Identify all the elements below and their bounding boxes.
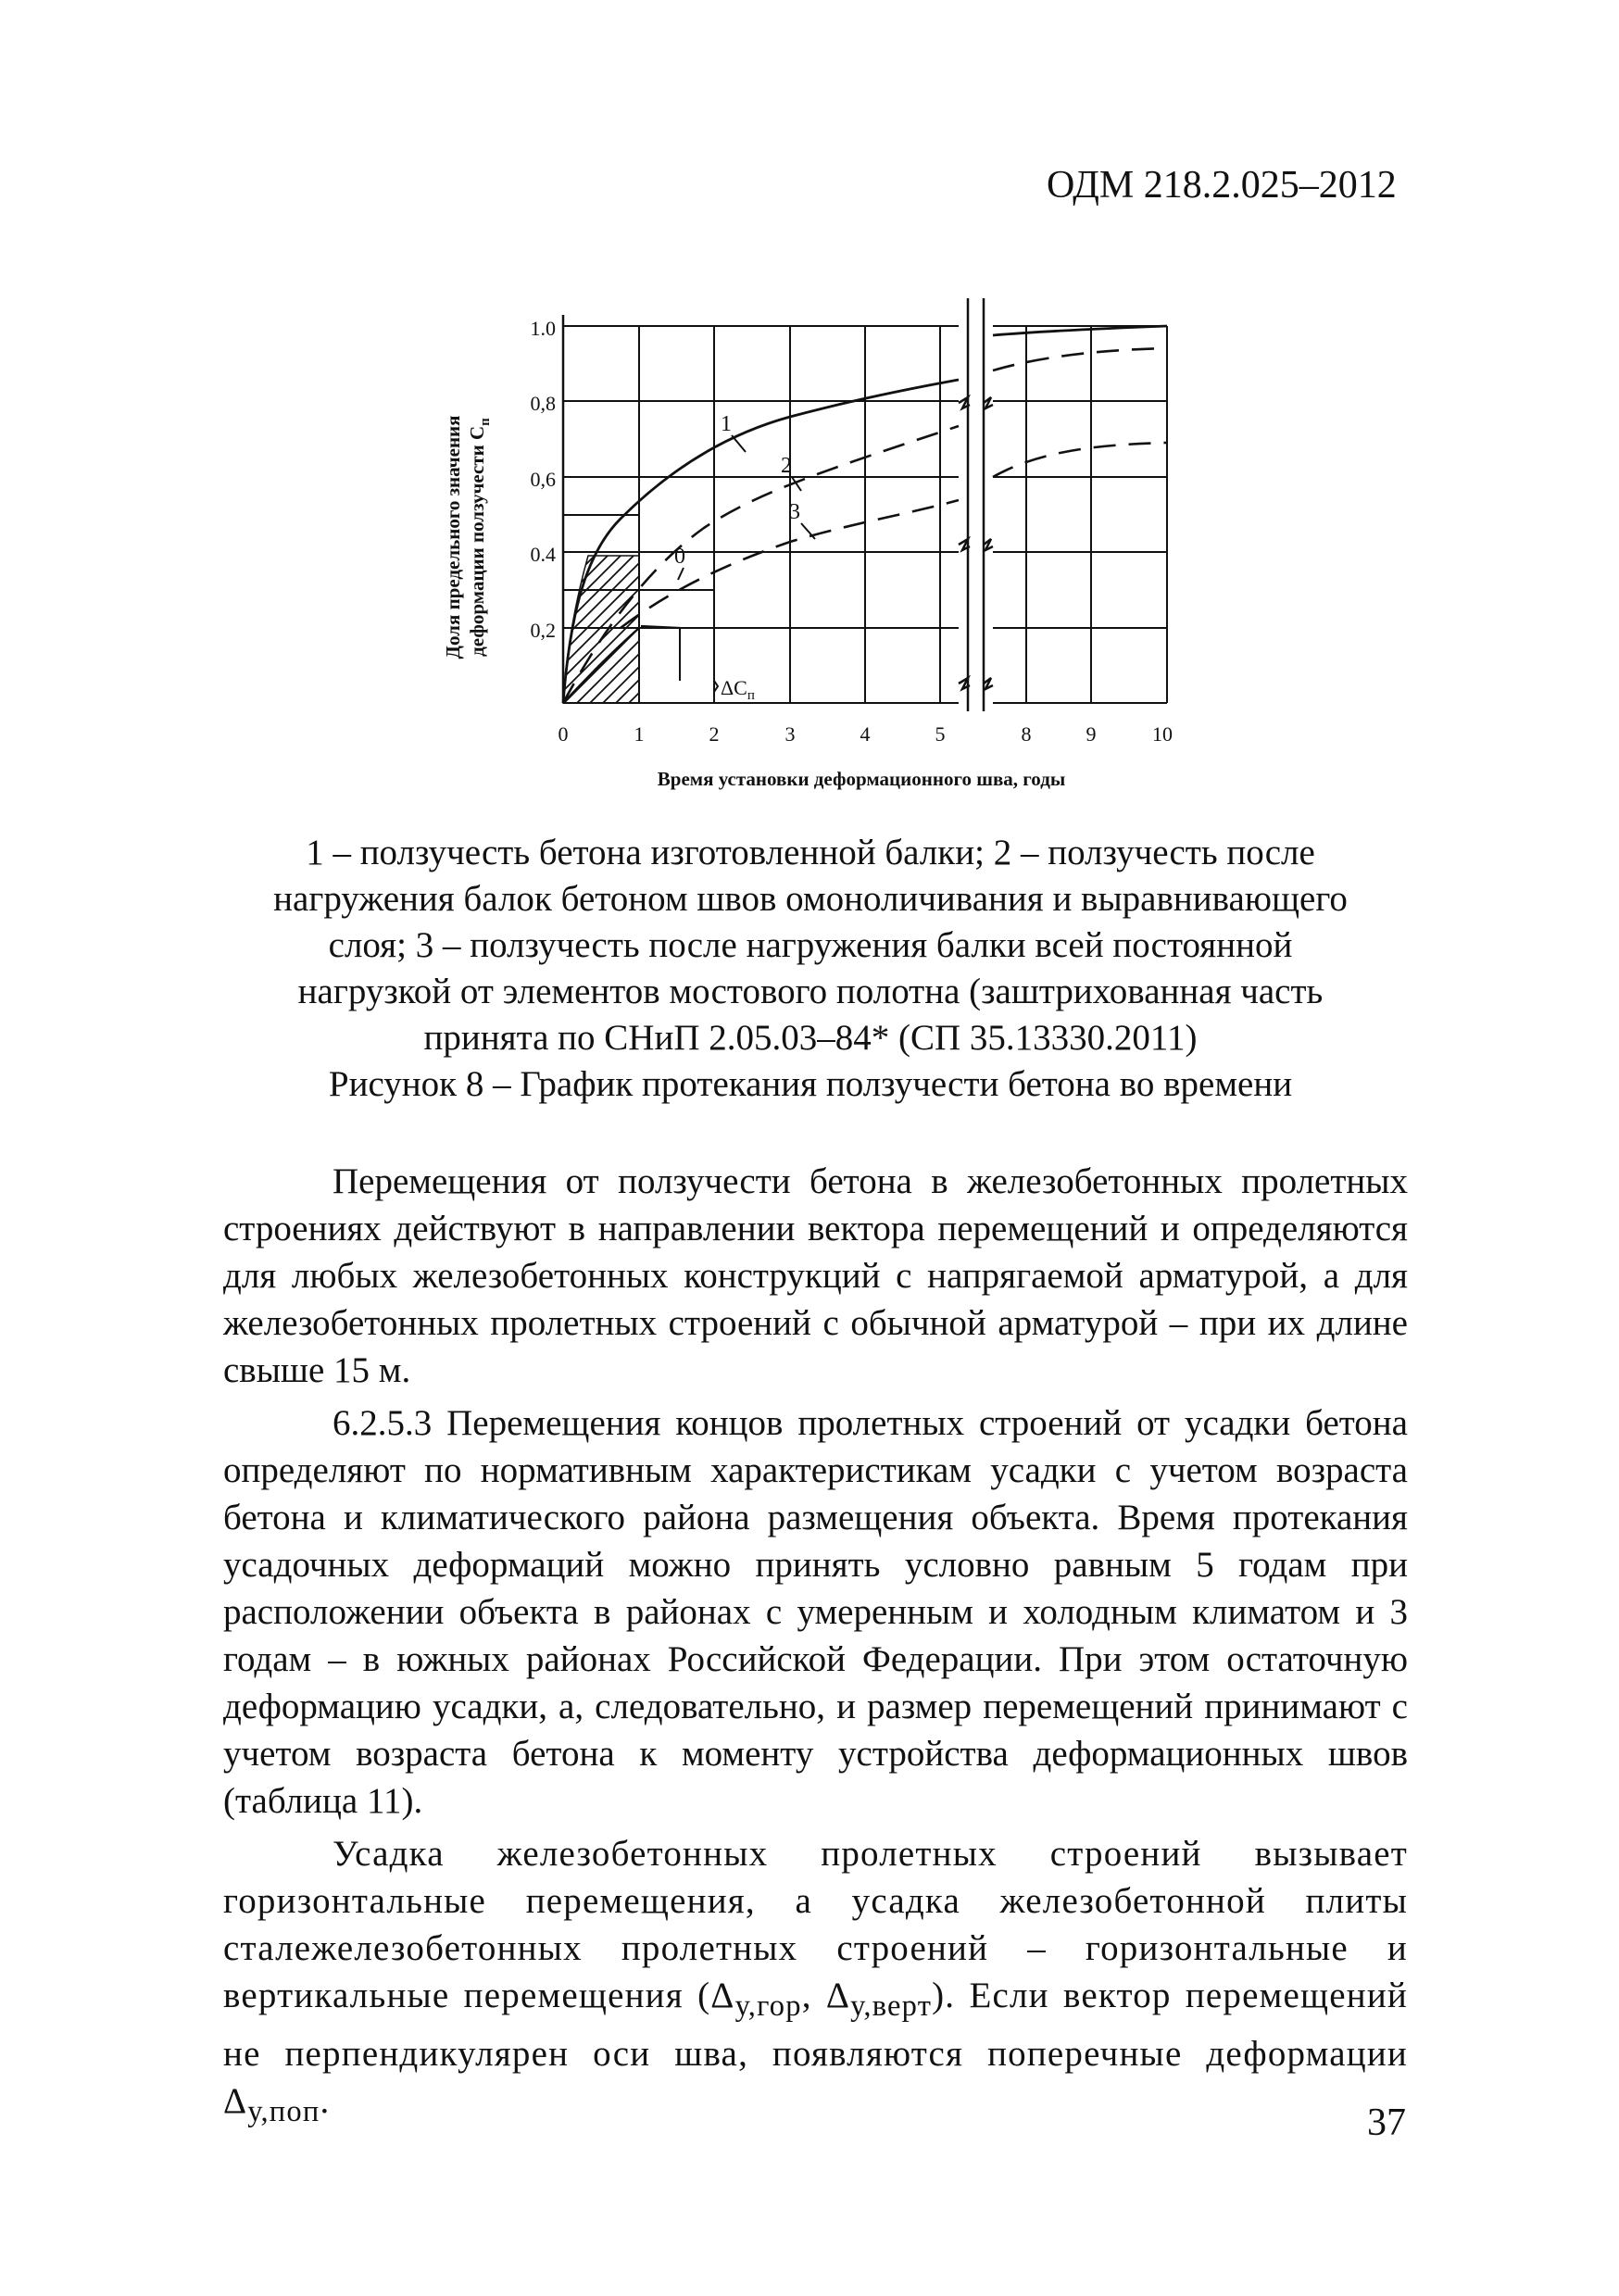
x-tick-8: 8 — [1021, 722, 1032, 746]
axis-break — [959, 298, 993, 711]
x-tick-1: 1 — [634, 722, 645, 746]
curve-label-2: 2 — [781, 454, 792, 478]
y-axis-title — [442, 415, 493, 659]
curve-label-3: 3 — [789, 500, 800, 524]
paragraph-3-part-a: Усадка железобетонных пролетных строений вызывает горизонтальные перемещения, а усадка железобетонной плиты сталежелезобетонных пролетных строений – горизонтальные и вертикальные перемещения (Δ — [223, 1834, 1408, 2015]
x-tick-5: 5 — [935, 722, 946, 746]
y-tick-0-6: 0,6 — [530, 468, 556, 491]
legend-line-4: нагрузкой от элементов мостового полотна (заштрихованная часть — [297, 972, 1324, 1011]
paragraph-2: 6.2.5.3 Перемещения концов пролетных строений от усадки бетона определяют по нормативным характеристикам усадки с учетом возраста бетона и климатического района размещения объекта. Время протекания усадочных деформаций можно принять условно равным 5 годам при расположении объекта в районах с умеренным и холодным климатом и 3 годам – в южных районах Российской Федерации. При этом остаточную деформацию усадки, а, следовательно, и размер перемещений принимают с учетом возраста бетона к моменту устройства деформационных швов (таблица 11). — [223, 1403, 1408, 1821]
delta-subscript-vert: у,верт — [850, 1989, 933, 2023]
y-tick-0-8: 0,8 — [530, 392, 556, 415]
body-text — [223, 1158, 1408, 2141]
curve-label-1: 1 — [721, 412, 732, 436]
legend-line-5: принята по СНиП 2.05.03–84* (СП 35.13330.2011) — [423, 1018, 1198, 1058]
y-tick-1-0: 1.0 — [530, 317, 556, 340]
legend-line-1: 1 – ползучесть бетона изготовленной балки; 2 – ползучесть после — [306, 833, 1315, 872]
curve-label-0: 0 — [674, 545, 685, 569]
paragraph-3-part-d: . — [320, 2080, 331, 2121]
chart-grid — [563, 296, 1204, 703]
page-number: 37 — [1367, 2102, 1406, 2144]
legend-line-3: слоя; 3 – ползучесть после нагружения балки всей постоянной — [328, 925, 1293, 965]
x-tick-0: 0 — [558, 722, 569, 746]
paragraph-3-part-c: ). Если вектор перемещений не перпендикулярен оси шва, появляются поперечные деформации Δ — [223, 1976, 1408, 2121]
x-tick-10: 10 — [1152, 722, 1173, 746]
x-tick-3: 3 — [784, 722, 796, 746]
y-tick-0-4: 0.4 — [530, 543, 556, 566]
paragraph-3-part-b: , Δ — [801, 1976, 851, 2015]
paragraph-1: Перемещения от ползучести бетона в железобетонных пролетных строениях действуют в направлении вектора перемещений и определяются для любых железобетонных конструкций с напрягаемой арматурой, а для железобетонных пролетных строений с обычной арматурой – при их длине свыше 15 м. — [223, 1161, 1408, 1390]
hatched-region — [563, 556, 639, 703]
x-tick-4: 4 — [860, 722, 871, 746]
x-axis-title: Время установки деформационного шва, годы — [657, 768, 1066, 790]
delta-label: $\Delta C_п$ — [721, 676, 755, 703]
y-axis-title-line1: Доля предельного значения — [442, 415, 464, 659]
x-tick-2: 2 — [709, 722, 720, 746]
figure-caption — [213, 830, 1408, 1108]
delta-subscript-hor: у,гор — [734, 1989, 802, 2023]
delta-marker — [680, 590, 718, 692]
curve-3 — [621, 443, 1167, 628]
figure-title: Рисунок 8 – График протекания ползучести бетона во времени — [328, 1064, 1293, 1104]
y-axis-title-line2: деформации ползучести $C_п$ — [466, 418, 493, 657]
document-code: ОДМ 218.2.025–2012 — [1047, 164, 1397, 207]
paragraph-3 — [223, 1830, 1408, 2136]
legend-line-2: нагружения балок бетоном швов омоноличивания и выравнивающего — [273, 879, 1348, 919]
x-tick-9: 9 — [1086, 722, 1097, 746]
y-tick-0-2: 0,2 — [530, 619, 556, 642]
creep-chart — [426, 296, 1204, 815]
delta-subscript-transverse: у,поп — [247, 2094, 320, 2128]
